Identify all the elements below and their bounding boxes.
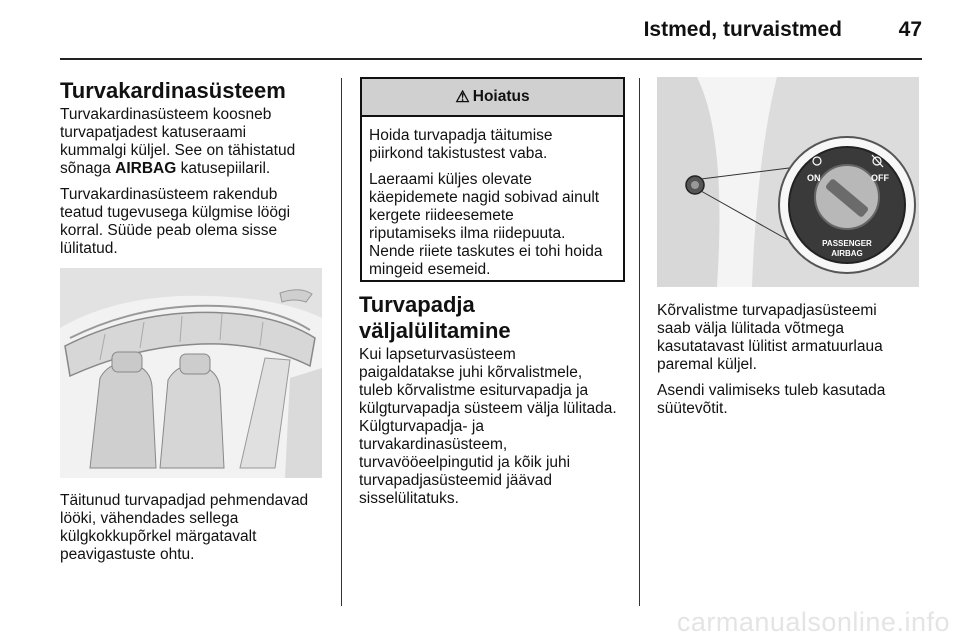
deactivation-paragraph: Kui lapseturvasüsteem paigaldatakse juhi kõrvalistmele, tuleb kõrvalistme esiturvapadja ja külgturvapadja süsteem välja lülitada. Külgturvapadja- ja turvakardinasüsteem, turvavööeelpingutid ja kõik juhi turvapadjasüsteemid jäävad sisselülitatuks.	[359, 346, 617, 507]
page-header-title: Istmed, turvaistmed	[643, 18, 842, 41]
warning-paragraph-2: Laeraami küljes olevate käepidemete nagid sobivad ainult kergete riideesemete riputamiseks ilma riidepuuta. Nende riiete taskutes ei tohi hoida mingeid esemeid.	[369, 171, 603, 278]
curtain-paragraph-2: Turvakardinasüsteem rakendub teatud tugevusega külgmise löögi korral. Süüde peab olema sisse lülitatud.	[60, 186, 291, 257]
curtain-p1-text: Turvakardinasüsteem koosneb turvapatjadest katuseraami kummalgi küljel. See on tähistatud sõnaga	[60, 106, 296, 177]
column-curtain-airbag	[60, 78, 330, 266]
section-heading-curtain: Turvakardinasüsteem	[60, 78, 286, 103]
airbag-label: AIRBAG	[115, 160, 177, 177]
warning-title: Hoiatus	[472, 88, 530, 105]
warning-box	[360, 77, 625, 282]
curtain-paragraph-1	[60, 106, 330, 178]
column-airbag-deactivation	[359, 292, 629, 516]
curtain-caption: Täitunud turvapadjad pehmendavad lööki, vähendades sellega külgkokkupõrkel märgatavalt peavigastuste ohtu.	[60, 492, 309, 563]
section-heading-deactivation: Turvapadja väljalülitamine	[359, 292, 511, 343]
switch-off-label: OFF	[871, 173, 889, 183]
column-switch-text	[657, 302, 932, 426]
switch-passenger-label: PASSENGER	[822, 239, 872, 248]
column-divider-1	[341, 78, 342, 606]
header-rule	[60, 58, 922, 60]
curtain-airbag-illustration	[60, 268, 322, 478]
curtain-p1-end: katusepiilaril.	[176, 160, 271, 177]
switch-paragraph-2: Asendi valimiseks tuleb kasutada süütevõtit.	[657, 382, 886, 417]
curtain-caption-block	[60, 492, 335, 572]
airbag-switch-illustration	[657, 77, 919, 287]
warning-paragraph-1: Hoida turvapadja täitumise piirkond takistustest vaba.	[369, 127, 553, 162]
watermark: carmanualsonline.info	[676, 607, 950, 637]
column-divider-2	[639, 78, 640, 606]
warning-triangle-icon: ⚠	[455, 89, 470, 106]
switch-paragraph-1: Kõrvalistme turvapadjasüsteemi saab välja lülitada võtmega kasutatavast lülitist armatuurlaua paremal küljel.	[657, 302, 883, 373]
warning-body	[362, 117, 623, 279]
warning-header	[362, 79, 623, 117]
page-number: 47	[898, 18, 922, 41]
switch-airbag-label: AIRBAG	[831, 249, 863, 258]
switch-on-label: ON	[807, 173, 821, 183]
